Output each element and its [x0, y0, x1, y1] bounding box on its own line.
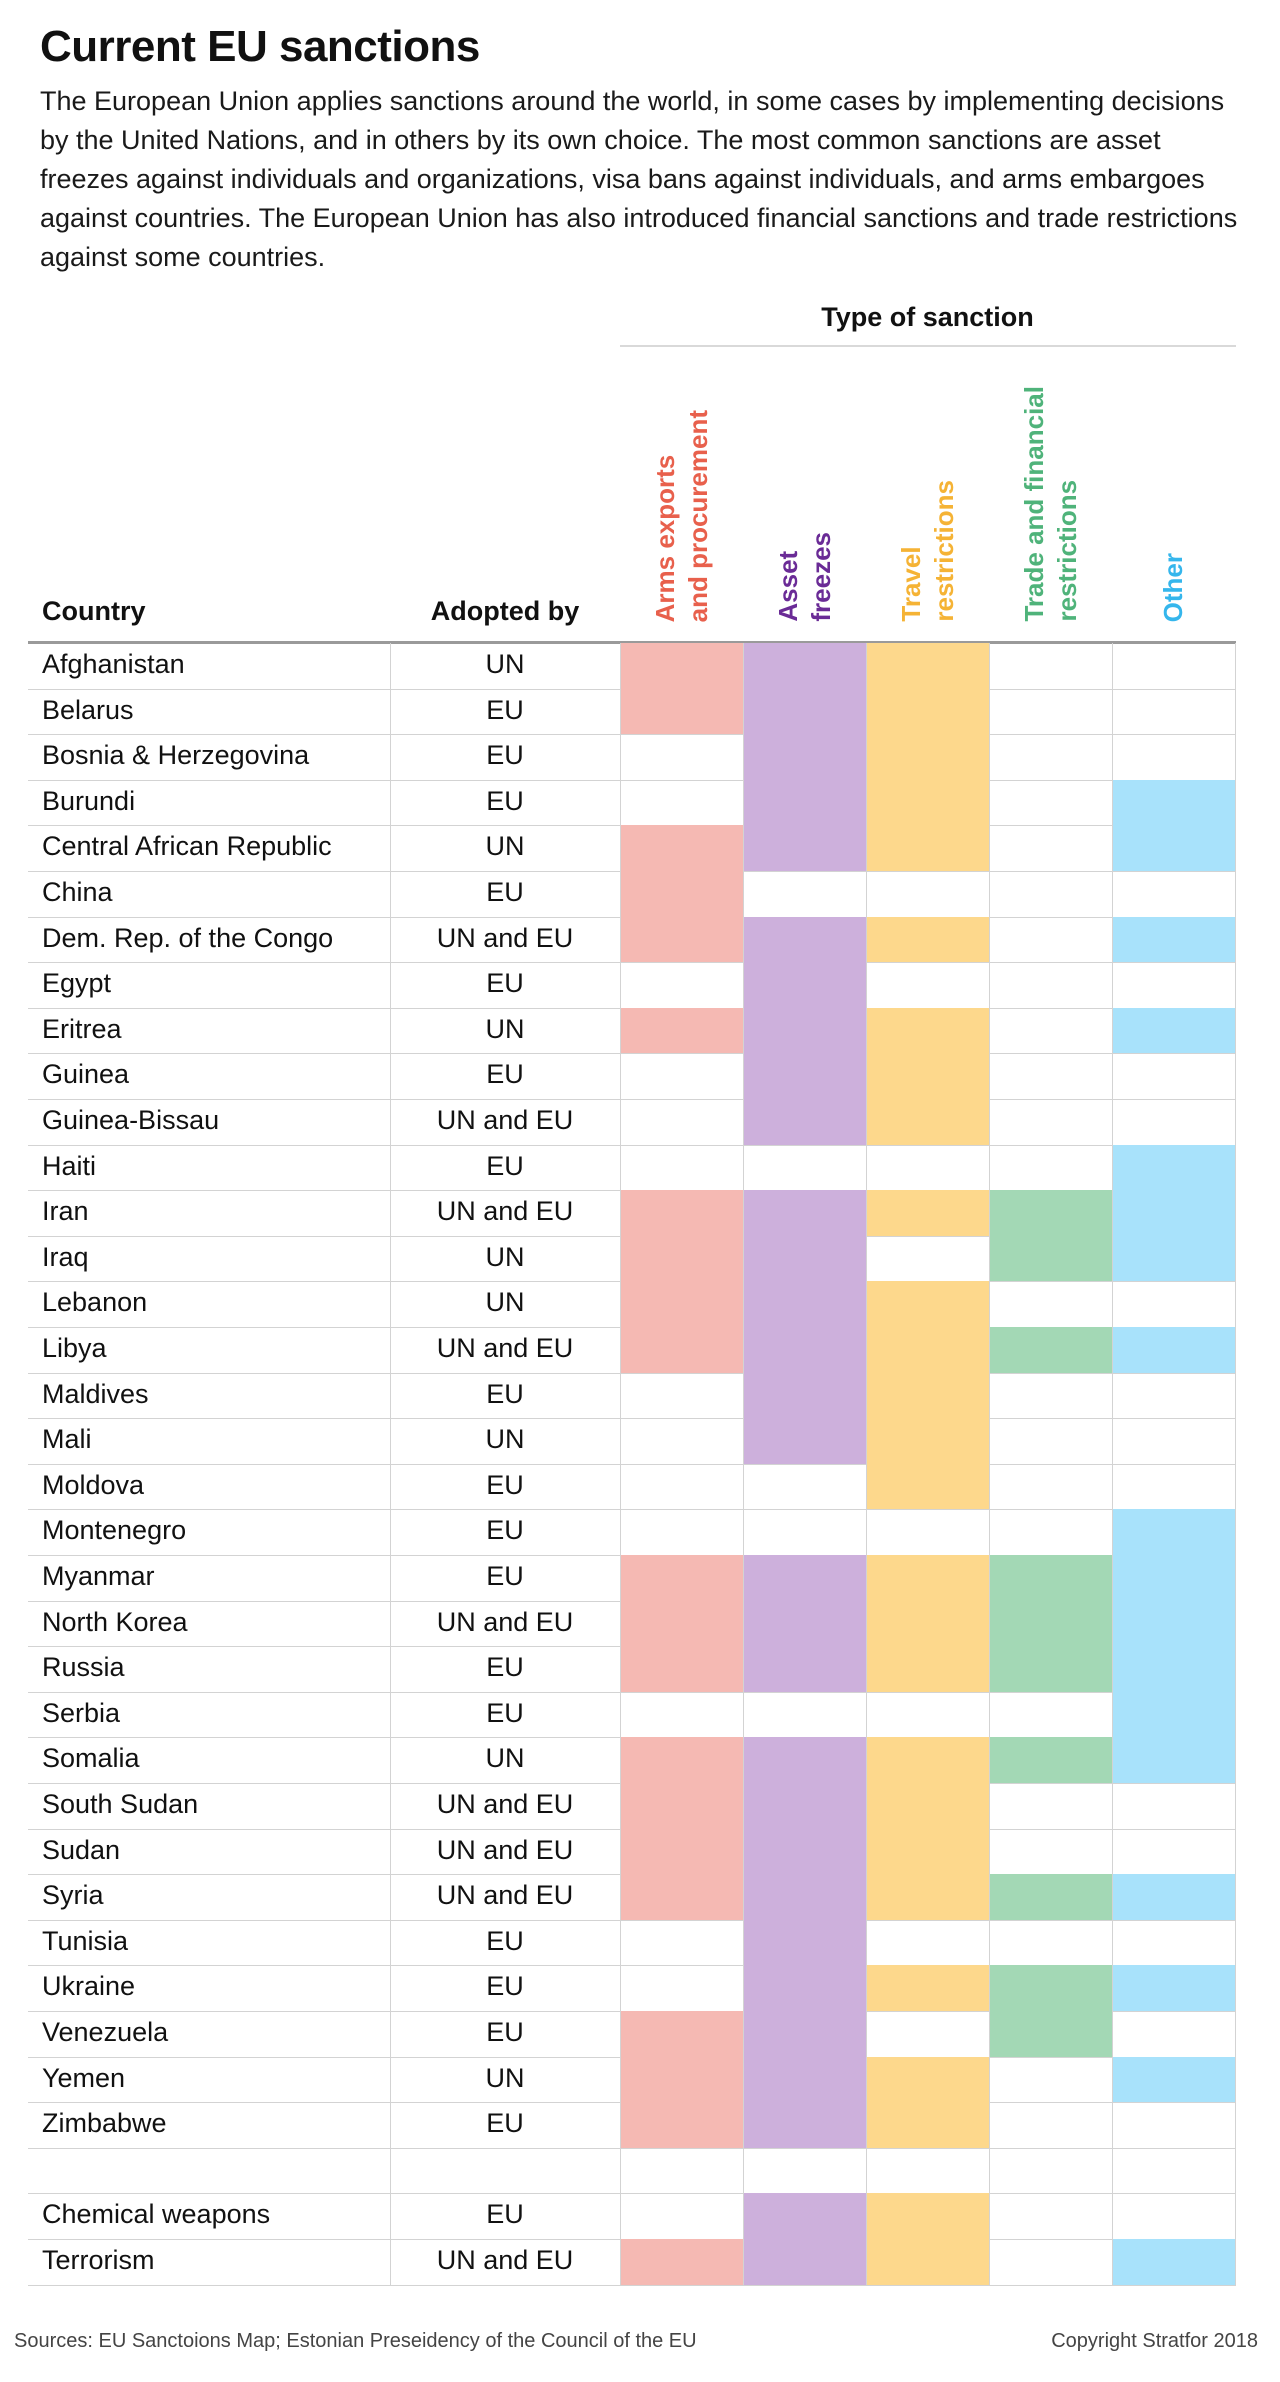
sanction-cell-asset — [743, 2102, 866, 2148]
adopted-by-value: EU — [486, 1652, 524, 1683]
sanction-cell-asset — [743, 1920, 866, 1966]
adopted-by-value: UN and EU — [436, 1834, 574, 1865]
adopted-by-value: UN and EU — [436, 922, 574, 953]
sanction-cell-arms — [620, 1646, 743, 1692]
sanction-cell-other — [1112, 1190, 1235, 1236]
country-name: Serbia — [42, 1697, 121, 1728]
row-divider — [28, 962, 1236, 963]
country-name: Sudan — [42, 1834, 121, 1865]
sanction-cell-arms — [620, 1783, 743, 1829]
source-note: Sources: EU Sanctoions Map; Estonian Preseidency of the Council of the EU — [14, 2330, 697, 2352]
adopted-by-value: EU — [486, 1059, 524, 1090]
sanction-cell-arms — [620, 1281, 743, 1327]
sanction-cell-travel — [866, 2193, 989, 2239]
adopted-by-value: EU — [486, 1469, 524, 1500]
sanction-cell-asset — [743, 643, 866, 689]
sanction-cell-travel — [866, 1601, 989, 1647]
sanction-cell-other — [1112, 1965, 1235, 2011]
adopted-by-value: UN and EU — [436, 1880, 574, 1911]
sanction-cell-travel — [866, 1099, 989, 1145]
group-header-rule — [620, 345, 1236, 347]
sanction-cell-travel — [866, 2102, 989, 2148]
sanction-cell-travel — [866, 1783, 989, 1829]
sanction-cell-trade — [989, 1190, 1112, 1236]
sanction-cell-trade — [989, 1874, 1112, 1920]
sanction-cell-other — [1112, 1692, 1235, 1738]
country-name: Burundi — [42, 785, 136, 816]
sanction-cell-asset — [743, 1646, 866, 1692]
sanction-cell-travel — [866, 780, 989, 826]
sanction-cell-asset — [743, 1190, 866, 1236]
sanction-cell-asset — [743, 1008, 866, 1054]
adopted-by-value: UN — [485, 2062, 525, 2093]
sanction-cell-arms — [620, 643, 743, 689]
row-divider — [28, 1145, 1236, 1146]
sanction-cell-asset — [743, 1327, 866, 1373]
page-title: Current EU sanctions — [40, 22, 480, 71]
adopted-by-value: UN — [485, 1424, 525, 1455]
sanction-cell-asset — [743, 1555, 866, 1601]
country-name: Chemical weapons — [42, 2199, 271, 2230]
country-name: Zimbabwe — [42, 2108, 167, 2139]
sanction-cell-trade — [989, 1327, 1112, 1373]
sanction-cell-asset — [743, 2239, 866, 2285]
sanction-cell-asset — [743, 1737, 866, 1783]
sanction-cell-other — [1112, 1008, 1235, 1054]
country-name: Tunisia — [42, 1925, 129, 1956]
sanction-cell-other — [1112, 1145, 1235, 1191]
sanction-cell-trade — [989, 1646, 1112, 1692]
country-name: Lebanon — [42, 1287, 148, 1318]
column-divider — [866, 643, 867, 2285]
adopted-by-value: UN and EU — [436, 1606, 574, 1637]
country-name: Belarus — [42, 694, 134, 725]
sanction-cell-other — [1112, 1555, 1235, 1601]
column-divider — [390, 643, 391, 2285]
sanction-cell-asset — [743, 917, 866, 963]
country-name: Myanmar — [42, 1561, 155, 1591]
sanction-cell-trade — [989, 1555, 1112, 1601]
sanction-cell-travel — [866, 734, 989, 780]
adopted-by-value: EU — [486, 1150, 524, 1181]
country-name: Venezuela — [42, 2017, 169, 2047]
country-name: Moldova — [42, 1469, 145, 1500]
sanction-cell-travel — [866, 1555, 989, 1601]
adopted-by-value: UN and EU — [436, 1105, 574, 1135]
column-header-other: Other — [1158, 553, 1188, 623]
column-header-asset: Asset freezes — [772, 532, 836, 622]
country-name: Montenegro — [42, 1515, 187, 1546]
sanction-cell-other — [1112, 917, 1235, 963]
page-subtitle: The European Union applies sanctions around the world, in some cases by implementing decisions by the United Nations, and in others by its own choice. The most common sanctions are asset freezes against individuals and organizations, visa bans against individuals, and arms embargoes against countries. The European Union has also introduced financial sanctions and trade restrictions against some countries. — [40, 86, 1238, 272]
sanction-cell-travel — [866, 825, 989, 871]
country-name: Mali — [42, 1424, 92, 1455]
adopted-by-value: EU — [486, 2017, 524, 2047]
sanction-cell-travel — [866, 1965, 989, 2011]
sanction-cell-asset — [743, 2057, 866, 2103]
column-divider — [743, 643, 744, 2285]
row-divider — [28, 1418, 1236, 1419]
sanction-cell-asset — [743, 1601, 866, 1647]
adopted-by-value: UN — [485, 1287, 525, 1318]
sanction-cell-arms — [620, 1555, 743, 1601]
adopted-by-value: EU — [486, 1378, 524, 1409]
sanction-cell-asset — [743, 780, 866, 826]
column-divider — [620, 643, 621, 2285]
sanction-cell-arms — [620, 2011, 743, 2057]
sanction-cell-arms — [620, 1601, 743, 1647]
column-header-trade: Trade and financial restrictions — [1018, 386, 1082, 622]
sanction-cell-arms — [620, 2239, 743, 2285]
country-name: Egypt — [42, 968, 112, 999]
sanction-cell-other — [1112, 1601, 1235, 1647]
row-divider — [28, 1464, 1236, 1465]
sanction-cell-other — [1112, 2057, 1235, 2103]
sanction-cell-trade — [989, 1601, 1112, 1647]
sanction-cell-arms — [620, 917, 743, 963]
sanction-cell-travel — [866, 917, 989, 963]
sanction-cell-asset — [743, 1236, 866, 1282]
sanction-cell-travel — [866, 1829, 989, 1875]
sanction-cell-other — [1112, 1874, 1235, 1920]
adopted-by-value: EU — [486, 785, 524, 816]
country-name: Terrorism — [42, 2245, 155, 2275]
sanction-cell-asset — [743, 1829, 866, 1875]
sanction-cell-travel — [866, 1646, 989, 1692]
row-divider — [28, 2148, 1236, 2149]
country-name: China — [42, 877, 113, 907]
sanction-cell-asset — [743, 2011, 866, 2057]
sanction-cell-arms — [620, 871, 743, 917]
sanction-cell-other — [1112, 825, 1235, 871]
sanction-cell-other — [1112, 1327, 1235, 1373]
sanction-cell-asset — [743, 1099, 866, 1145]
sanction-cell-arms — [620, 825, 743, 871]
adopted-by-value: UN and EU — [436, 1196, 574, 1227]
sanction-cell-arms — [620, 1008, 743, 1054]
adopted-by-value: EU — [486, 1925, 524, 1956]
adopted-by-value: UN — [485, 831, 525, 862]
row-divider — [28, 2285, 1236, 2286]
sanction-cell-other — [1112, 1236, 1235, 1282]
row-divider — [28, 1692, 1236, 1693]
country-name: North Korea — [42, 1606, 188, 1637]
sanction-cell-other — [1112, 1509, 1235, 1555]
adopted-by-value: UN and EU — [436, 2245, 574, 2275]
sanction-cell-travel — [866, 689, 989, 735]
row-divider — [28, 1099, 1236, 1100]
sanction-cell-other — [1112, 2239, 1235, 2285]
sanction-cell-asset — [743, 1965, 866, 2011]
sanction-cell-asset — [743, 1783, 866, 1829]
sanction-cell-arms — [620, 689, 743, 735]
sanction-cell-asset — [743, 2193, 866, 2239]
sanction-cell-arms — [620, 1874, 743, 1920]
country-name: Syria — [42, 1880, 104, 1911]
sanction-cell-arms — [620, 1236, 743, 1282]
sanction-cell-asset — [743, 734, 866, 780]
country-name: South Sudan — [42, 1789, 199, 1819]
adopted-by-value: EU — [486, 877, 524, 907]
sanction-cell-travel — [866, 1373, 989, 1419]
sanction-cell-arms — [620, 1737, 743, 1783]
sanction-cell-trade — [989, 2011, 1112, 2057]
adopted-by-value: UN — [485, 1241, 525, 1272]
row-divider — [28, 1920, 1236, 1921]
country-name: Russia — [42, 1652, 125, 1683]
adopted-by-value: EU — [486, 1515, 524, 1546]
adopted-by-value: EU — [486, 2108, 524, 2139]
adopted-by-value: UN — [485, 1743, 525, 1774]
sanction-cell-trade — [989, 1737, 1112, 1783]
sanction-cell-arms — [620, 2057, 743, 2103]
column-divider — [989, 643, 990, 2285]
sanction-cell-travel — [866, 1008, 989, 1054]
country-name: Ukraine — [42, 1971, 136, 2002]
row-divider — [28, 1373, 1236, 1374]
adopted-by-value: EU — [486, 740, 524, 771]
sanction-cell-other — [1112, 780, 1235, 826]
adopted-by-value: EU — [486, 2199, 524, 2230]
sanction-cell-arms — [620, 1190, 743, 1236]
country-name: Haiti — [42, 1150, 97, 1181]
adopted-by-value: UN and EU — [436, 1789, 574, 1819]
sanction-cell-asset — [743, 1281, 866, 1327]
sanction-cell-asset — [743, 1874, 866, 1920]
country-name: Dem. Rep. of the Congo — [42, 922, 334, 953]
sanction-cell-asset — [743, 1373, 866, 1419]
sanction-cell-arms — [620, 1829, 743, 1875]
row-divider — [28, 1509, 1236, 1510]
country-name: Eritrea — [42, 1013, 122, 1044]
sanction-cell-asset — [743, 962, 866, 1008]
sanction-cell-travel — [866, 1327, 989, 1373]
sanction-cell-asset — [743, 689, 866, 735]
sanction-cell-travel — [866, 1418, 989, 1464]
adopted-by-value: EU — [486, 1561, 524, 1591]
sanction-cell-travel — [866, 2239, 989, 2285]
country-column-header: Country — [42, 596, 146, 626]
sanction-cell-arms — [620, 2102, 743, 2148]
country-name: Iran — [42, 1196, 89, 1227]
column-header-travel: Travel restrictions — [895, 480, 959, 622]
sanction-cell-arms — [620, 1327, 743, 1373]
sanction-cell-travel — [866, 1874, 989, 1920]
row-divider — [28, 1053, 1236, 1054]
copyright-note: Copyright Stratfor 2018 — [1051, 2330, 1258, 2352]
country-name: Libya — [42, 1333, 107, 1363]
country-name: Iraq — [42, 1241, 89, 1272]
sanction-cell-trade — [989, 1965, 1112, 2011]
sanction-cell-asset — [743, 1053, 866, 1099]
country-name: Somalia — [42, 1743, 140, 1774]
sanction-cell-other — [1112, 1646, 1235, 1692]
adopted-by-value: UN — [485, 649, 525, 679]
sanction-cell-travel — [866, 1737, 989, 1783]
adopted-by-value: UN and EU — [436, 1333, 574, 1363]
sanction-cell-travel — [866, 1464, 989, 1510]
sanction-cell-travel — [866, 643, 989, 689]
country-name: Maldives — [42, 1378, 149, 1409]
adopted-by-value: EU — [486, 1971, 524, 2002]
country-name: Bosnia & Herzegovina — [42, 740, 310, 771]
row-divider — [28, 780, 1236, 781]
adopted-by-value: EU — [486, 1697, 524, 1728]
sanction-cell-travel — [866, 1281, 989, 1327]
adopted-by-value: EU — [486, 968, 524, 999]
country-name: Guinea — [42, 1059, 130, 1090]
column-divider — [1235, 643, 1236, 2285]
sanction-cell-other — [1112, 1737, 1235, 1783]
country-name: Afghanistan — [42, 649, 185, 679]
adopted-by-column-header: Adopted by — [430, 596, 580, 626]
row-divider — [28, 734, 1236, 735]
country-name: Guinea-Bissau — [42, 1105, 220, 1135]
sanction-cell-trade — [989, 1236, 1112, 1282]
sanction-cell-asset — [743, 825, 866, 871]
sanction-cell-travel — [866, 1053, 989, 1099]
adopted-by-value: UN — [485, 1013, 525, 1044]
sanction-cell-travel — [866, 1190, 989, 1236]
column-header-arms: Arms exports and procurement — [649, 410, 713, 623]
column-divider — [1112, 643, 1113, 2285]
row-divider — [28, 2193, 1236, 2194]
adopted-by-value: EU — [486, 694, 524, 725]
country-name: Central African Republic — [42, 831, 332, 862]
sanction-cell-travel — [866, 2057, 989, 2103]
sanction-cell-asset — [743, 1418, 866, 1464]
sanction-type-group-label: Type of sanction — [821, 302, 1034, 332]
country-name: Yemen — [42, 2062, 126, 2093]
